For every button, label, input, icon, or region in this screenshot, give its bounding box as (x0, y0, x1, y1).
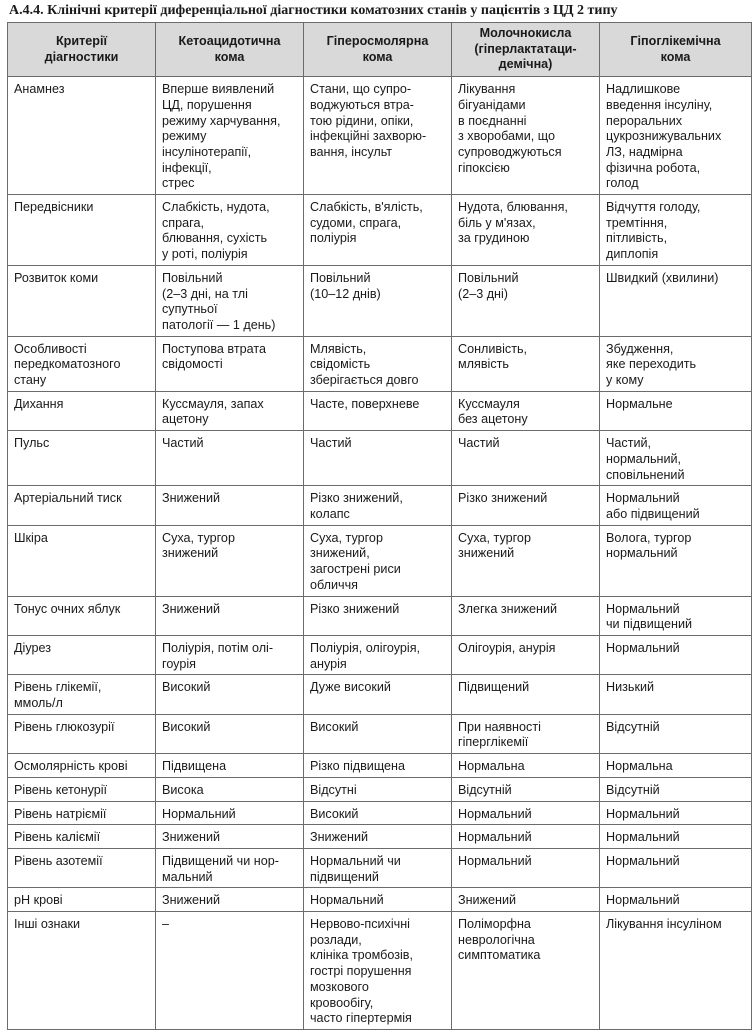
table-cell: Висока (156, 777, 304, 801)
table-cell: Високий (156, 675, 304, 714)
table-cell: Млявість, свідомість зберігається довго (304, 336, 452, 391)
criterion-cell: Рівень натріємії (8, 801, 156, 825)
table-row (8, 596, 752, 635)
criterion-cell: Особливості передкоматозного стану (8, 336, 156, 391)
table-cell: Відсутні (304, 777, 452, 801)
table-row (8, 912, 752, 1030)
table-row (8, 391, 752, 430)
table-row (8, 777, 752, 801)
table-cell: Нормальна (452, 754, 600, 778)
table-cell: Суха, тургор знижений (156, 525, 304, 596)
table-cell: Повільний (2–3 дні) (452, 265, 600, 336)
criterion-cell: Рівень кетонурії (8, 777, 156, 801)
table-row (8, 336, 752, 391)
table-cell: Нормальний (452, 825, 600, 849)
criterion-cell: Осмолярність крові (8, 754, 156, 778)
table-cell: Стани, що супро- воджуються втра- тою рідини, опіки, інфекційні захворю- вання, інсульт (304, 77, 452, 195)
table-cell: Повільний (2–3 дні, на тлі супутньої патології — 1 день) (156, 265, 304, 336)
table-row (8, 825, 752, 849)
table-cell: Частий, нормальний, сповільнений (600, 431, 752, 486)
table-cell: Низький (600, 675, 752, 714)
table-cell: Вперше виявлений ЦД, порушення режиму харчування, режиму інсулінотерапії, інфекції, стрес (156, 77, 304, 195)
table-row (8, 431, 752, 486)
table-cell: Нормальний або підвищений (600, 486, 752, 525)
table-cell: Відсутній (600, 777, 752, 801)
table-cell: Куссмауля, запах ацетону (156, 391, 304, 430)
table-cell: Високий (304, 714, 452, 753)
table-cell: Нормальний (600, 801, 752, 825)
ketoacidotic-coma-header: Кетоацидотична кома (156, 23, 304, 77)
table-cell: Різко підвищена (304, 754, 452, 778)
table-cell: Лікування бігуанідами в поєднанні з хворобами, що супроводжуються гіпоксією (452, 77, 600, 195)
table-cell: Волога, тургор нормальний (600, 525, 752, 596)
table-cell: Знижений (156, 825, 304, 849)
hypoglycemic-coma-header: Гіпоглікемічна кома (600, 23, 752, 77)
table-row (8, 265, 752, 336)
criterion-cell: Передвісники (8, 195, 156, 266)
table-cell: Слабкість, нудота, спрага, блювання, сухість у роті, поліурія (156, 195, 304, 266)
criterion-cell: Рівень глікемії, ммоль/л (8, 675, 156, 714)
table-cell: Поліморфна неврологічна симптоматика (452, 912, 600, 1030)
table-cell: Поліурія, потім олі- гоурія (156, 635, 304, 674)
criterion-cell: Діурез (8, 635, 156, 674)
table-cell: Суха, тургор знижений (452, 525, 600, 596)
table-row (8, 714, 752, 753)
table-cell: Нудота, блювання, біль у м'язах, за грудиною (452, 195, 600, 266)
table-body (8, 77, 752, 1030)
criterion-cell: Анамнез (8, 77, 156, 195)
criterion-cell: Артеріальний тиск (8, 486, 156, 525)
table-cell: Збудження, яке переходить у кому (600, 336, 752, 391)
criterion-cell: Дихання (8, 391, 156, 430)
table-cell: – (156, 912, 304, 1030)
table-cell: Знижений (156, 486, 304, 525)
table-row (8, 486, 752, 525)
table-cell: Знижений (156, 596, 304, 635)
diagnostic-criteria-table (7, 22, 752, 1030)
table-cell: Швидкий (хвилини) (600, 265, 752, 336)
table-cell: Відсутній (600, 714, 752, 753)
criterion-cell: Розвиток коми (8, 265, 156, 336)
table-row (8, 848, 752, 887)
criterion-cell: Рівень глюкозурії (8, 714, 156, 753)
table-cell: Нормальний чи підвищений (304, 848, 452, 887)
table-cell: Олігоурія, анурія (452, 635, 600, 674)
table-cell: Різко знижений, колапс (304, 486, 452, 525)
table-row (8, 801, 752, 825)
table-row (8, 635, 752, 674)
table-cell: Лікування інсуліном (600, 912, 752, 1030)
criteria-header: Критерії діагностики (8, 23, 156, 77)
table-cell: Знижений (156, 888, 304, 912)
table-cell: Нормальний (600, 848, 752, 887)
table-cell: Дуже високий (304, 675, 452, 714)
table-cell: Нормальний (600, 635, 752, 674)
hyperosmolar-coma-header: Гіперосмолярна кома (304, 23, 452, 77)
table-cell: Куссмауля без ацетону (452, 391, 600, 430)
criterion-cell: pH крові (8, 888, 156, 912)
table-cell: Нормальне (600, 391, 752, 430)
table-cell: Нормальний (600, 888, 752, 912)
table-cell: Різко знижений (304, 596, 452, 635)
table-cell: Відчуття голоду, тремтіння, пітливість, диплопія (600, 195, 752, 266)
table-row (8, 675, 752, 714)
table-cell: Суха, тургор знижений, загострені риси обличчя (304, 525, 452, 596)
table-header-row (8, 23, 752, 77)
table-cell: Сонливість, млявість (452, 336, 600, 391)
table-cell: Повільний (10–12 днів) (304, 265, 452, 336)
table-cell: Злегка знижений (452, 596, 600, 635)
table-cell: Частий (156, 431, 304, 486)
table-cell: Підвищений чи нор- мальний (156, 848, 304, 887)
table-cell: Нормальний (156, 801, 304, 825)
criterion-cell: Тонус очних яблук (8, 596, 156, 635)
table-cell: Поліурія, олігоурія, анурія (304, 635, 452, 674)
table-cell: Слабкість, в'ялість, судоми, спрага, поліурія (304, 195, 452, 266)
table-cell: Високий (156, 714, 304, 753)
table-cell: Високий (304, 801, 452, 825)
table-row (8, 77, 752, 195)
document-page (7, 0, 751, 1030)
table-row (8, 754, 752, 778)
table-cell: Частий (452, 431, 600, 486)
table-cell: Нормальний (304, 888, 452, 912)
table-cell: При наявності гіперглікемії (452, 714, 600, 753)
table-cell: Підвищений (452, 675, 600, 714)
table-cell: Знижений (452, 888, 600, 912)
table-row (8, 888, 752, 912)
table-cell: Частий (304, 431, 452, 486)
criterion-cell: Рівень азотемії (8, 848, 156, 887)
table-cell: Часте, поверхневе (304, 391, 452, 430)
lactic-acidosis-header: Молочнокисла (гіперлактатаци- демічна) (452, 23, 600, 77)
table-cell: Поступова втрата свідомості (156, 336, 304, 391)
table-cell: Надлишкове введення інсуліну, пероральних цукрознижувальних ЛЗ, надмірна фізична робота, голод (600, 77, 752, 195)
table-cell: Нормальний чи підвищений (600, 596, 752, 635)
table-cell: Нормальний (452, 801, 600, 825)
table-row (8, 195, 752, 266)
table-cell: Підвищена (156, 754, 304, 778)
table-row (8, 525, 752, 596)
table-caption: А.4.4. Клінічні критерії диференціальної діагностики коматозних станів у пацієнтів з ЦД 2 типу (9, 3, 618, 18)
criterion-cell: Пульс (8, 431, 156, 486)
criterion-cell: Шкіра (8, 525, 156, 596)
table-cell: Нормальний (600, 825, 752, 849)
table-cell: Знижений (304, 825, 452, 849)
table-cell: Нормальний (452, 848, 600, 887)
criterion-cell: Інші ознаки (8, 912, 156, 1030)
table-cell: Відсутній (452, 777, 600, 801)
table-cell: Нервово-психічні розлади, клініка тромбозів, гострі порушення мозкового кровообігу, часто гіпертермія (304, 912, 452, 1030)
table-cell: Різко знижений (452, 486, 600, 525)
criterion-cell: Рівень каліємії (8, 825, 156, 849)
table-cell: Нормальна (600, 754, 752, 778)
